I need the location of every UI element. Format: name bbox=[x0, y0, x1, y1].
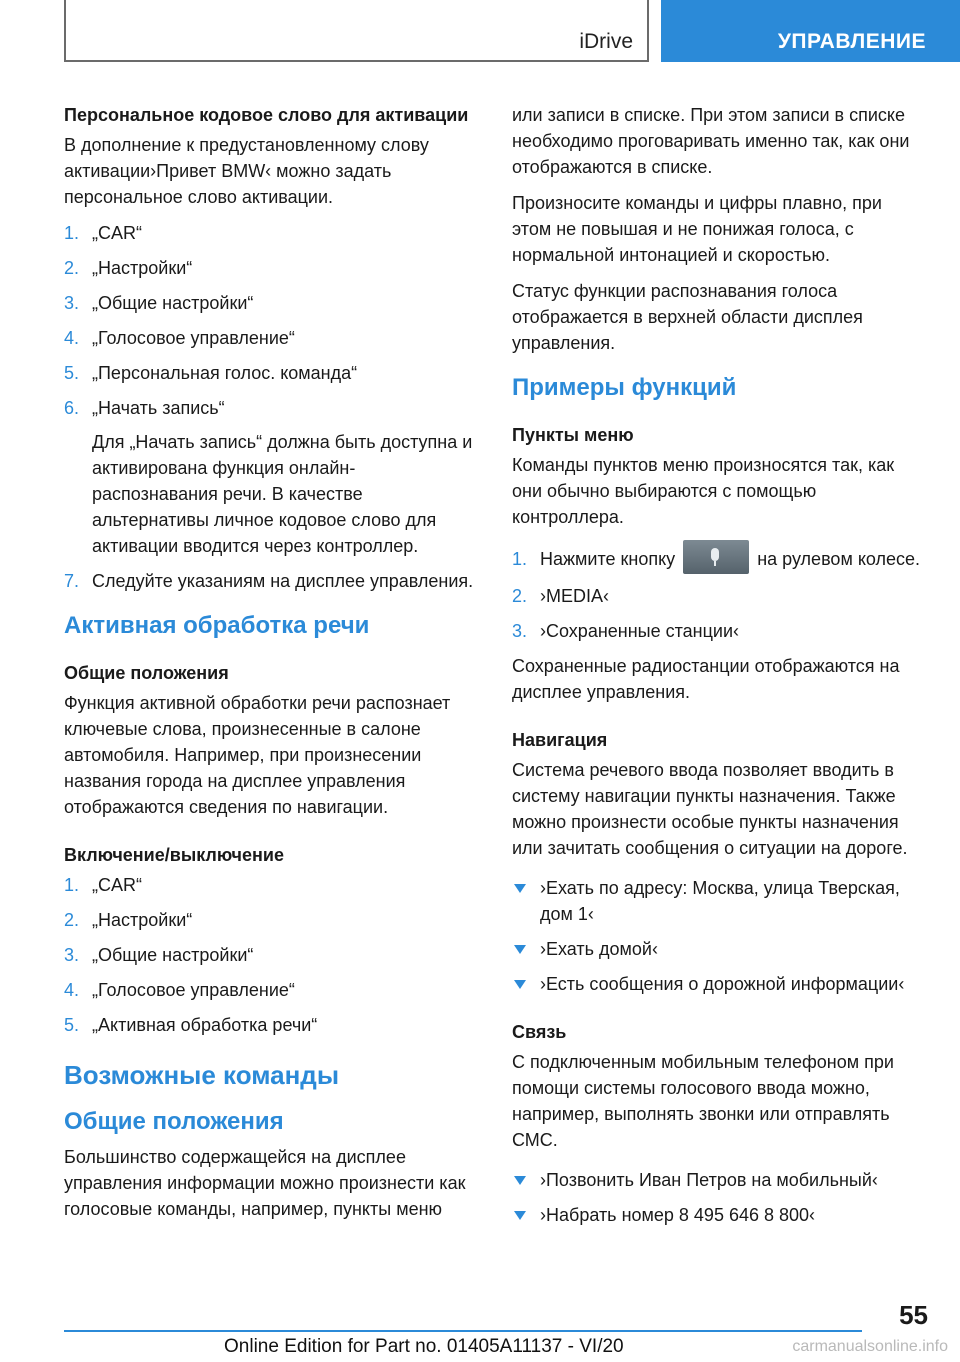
list-item: 6. „Начать запись“ Для „Начать запись“ должна быть доступна и активирована функция онлайн-распознавания речи. В качестве альтернативы личное кодовое слово для активации вводится через контроллер. bbox=[64, 395, 480, 559]
paragraph-communication: С подключенным мобильным телефоном при помощи системы голосового ввода можно, например, выполнять звонки или отправлять СМС. bbox=[512, 1052, 894, 1151]
footer-edition: Online Edition for Part no. 01405A11137 - VI/20 bbox=[224, 1336, 624, 1357]
header-section-box bbox=[64, 0, 649, 62]
list-item: 1. „CAR“ bbox=[64, 875, 142, 895]
microphone-button-icon bbox=[683, 540, 749, 574]
paragraph-list-entries: или записи в списке. При этом записи в списке необходимо проговаривать именно так, как они отображаются в списке. bbox=[512, 105, 910, 177]
list-item: 3. „Общие настройки“ bbox=[64, 293, 254, 313]
paragraph-status: Статус функции распознавания голоса отображается в верхней области дисплея управления. bbox=[512, 281, 863, 353]
list-item: 3. ›Сохраненные станции‹ bbox=[512, 621, 740, 642]
paragraph-menu-items: Команды пунктов меню произносятся так, как они обычно выбираются с помощью контроллера. bbox=[512, 455, 895, 527]
heading-examples: Примеры функций bbox=[512, 374, 737, 401]
list-item: ›Ехать по адресу: Москва, улица Тверская, дом 1‹ bbox=[512, 875, 926, 927]
list-item: 4. „Голосовое управление“ bbox=[64, 328, 295, 348]
heading-possible-commands: Возможные команды bbox=[64, 1060, 340, 1090]
paragraph-general-2: Большинство содержащейся на дисплее управления информации можно произнести как голосовые команды, например, пункты меню bbox=[64, 1147, 466, 1219]
heading-navigation: Навигация bbox=[512, 730, 608, 751]
triangle-bullet-icon bbox=[514, 1211, 526, 1220]
header-chapter-box bbox=[661, 0, 960, 62]
triangle-bullet-icon bbox=[514, 945, 526, 954]
paragraph-navigation: Система речевого ввода позволяет вводить в систему навигации пункты назначения. Также можно произнести особые пункты назначения или зачитать сообщения о ситуации на дороге. bbox=[512, 760, 908, 859]
heading-general-2: Общие положения bbox=[64, 1108, 284, 1135]
left-column bbox=[64, 102, 480, 1232]
list-item: 2. „Настройки“ bbox=[64, 910, 193, 930]
heading-communication: Связь bbox=[512, 1022, 567, 1043]
list-item-note: Для „Начать запись“ должна быть доступна и активирована функция онлайн-распознавания речи. В качестве альтернативы личное кодовое слово для активации вводится через контроллер. bbox=[92, 432, 473, 556]
heading-menu-items: Пункты меню bbox=[512, 425, 634, 445]
list-item: 7. Следуйте указаниям на дисплее управления. bbox=[64, 571, 474, 591]
steps-menu-items bbox=[512, 546, 926, 644]
list-item: ›Набрать номер 8 495 646 8 800‹ bbox=[512, 1202, 926, 1228]
triangle-bullet-icon bbox=[514, 980, 526, 989]
heading-general-1: Общие положения bbox=[64, 663, 229, 683]
steps-on-off bbox=[64, 872, 480, 1038]
list-item: 1. „CAR“ bbox=[64, 223, 142, 243]
header-chapter-label: УПРАВЛЕНИЕ bbox=[777, 30, 926, 53]
communication-examples bbox=[512, 1167, 926, 1228]
list-item: 4. „Голосовое управление“ bbox=[64, 980, 295, 1000]
paragraph-speak-smoothly: Произносите команды и цифры плавно, при этом не повышая и не понижая голоса, с нормальной интонацией и скоростью. bbox=[512, 193, 882, 265]
triangle-bullet-icon bbox=[514, 884, 526, 893]
heading-active-speech: Активная обработка речи bbox=[64, 612, 370, 639]
right-column bbox=[512, 102, 926, 1237]
heading-personal-wake-word: Персональное кодовое слово для активации bbox=[64, 105, 469, 125]
paragraph-saved-stations: Сохраненные радиостанции отображаются на дисплее управления. bbox=[512, 656, 900, 703]
list-item: ›Ехать домой‹ bbox=[512, 936, 926, 962]
list-item: ›Позвонить Иван Петров на мобильный‹ bbox=[512, 1167, 926, 1193]
header-section-label: iDrive bbox=[579, 30, 633, 53]
footer-divider bbox=[64, 1330, 862, 1332]
list-item: ›Есть сообщения о дорожной информации‹ bbox=[512, 971, 926, 997]
list-item: 2. „Настройки“ bbox=[64, 258, 193, 278]
list-item: 1. Нажмите кнопку на рулевом колесе. bbox=[512, 546, 926, 574]
navigation-examples bbox=[512, 875, 926, 997]
page-number: 55 bbox=[899, 1300, 928, 1330]
watermark: carmanualsonline.info bbox=[792, 1338, 948, 1355]
heading-on-off: Включение/выключение bbox=[64, 845, 284, 865]
list-item: 2. ›MEDIA‹ bbox=[512, 586, 609, 607]
list-item: 5. „Персональная голос. команда“ bbox=[64, 363, 358, 383]
list-item: 5. „Активная обработка речи“ bbox=[64, 1015, 318, 1035]
steps-personal-wake-word bbox=[64, 220, 480, 594]
triangle-bullet-icon bbox=[514, 1176, 526, 1185]
list-item: 3. „Общие настройки“ bbox=[64, 945, 254, 965]
paragraph-personal-wake-word: В дополнение к предустановленному слову активации›Привет BMW‹ можно задать персональное слово активации. bbox=[64, 135, 429, 207]
paragraph-general-1: Функция активной обработки речи распознает ключевые слова, произнесенные в салоне автомобиля. Например, при произнесении названия города на дисплее управления отображаются сведения по навигации. bbox=[64, 693, 451, 817]
